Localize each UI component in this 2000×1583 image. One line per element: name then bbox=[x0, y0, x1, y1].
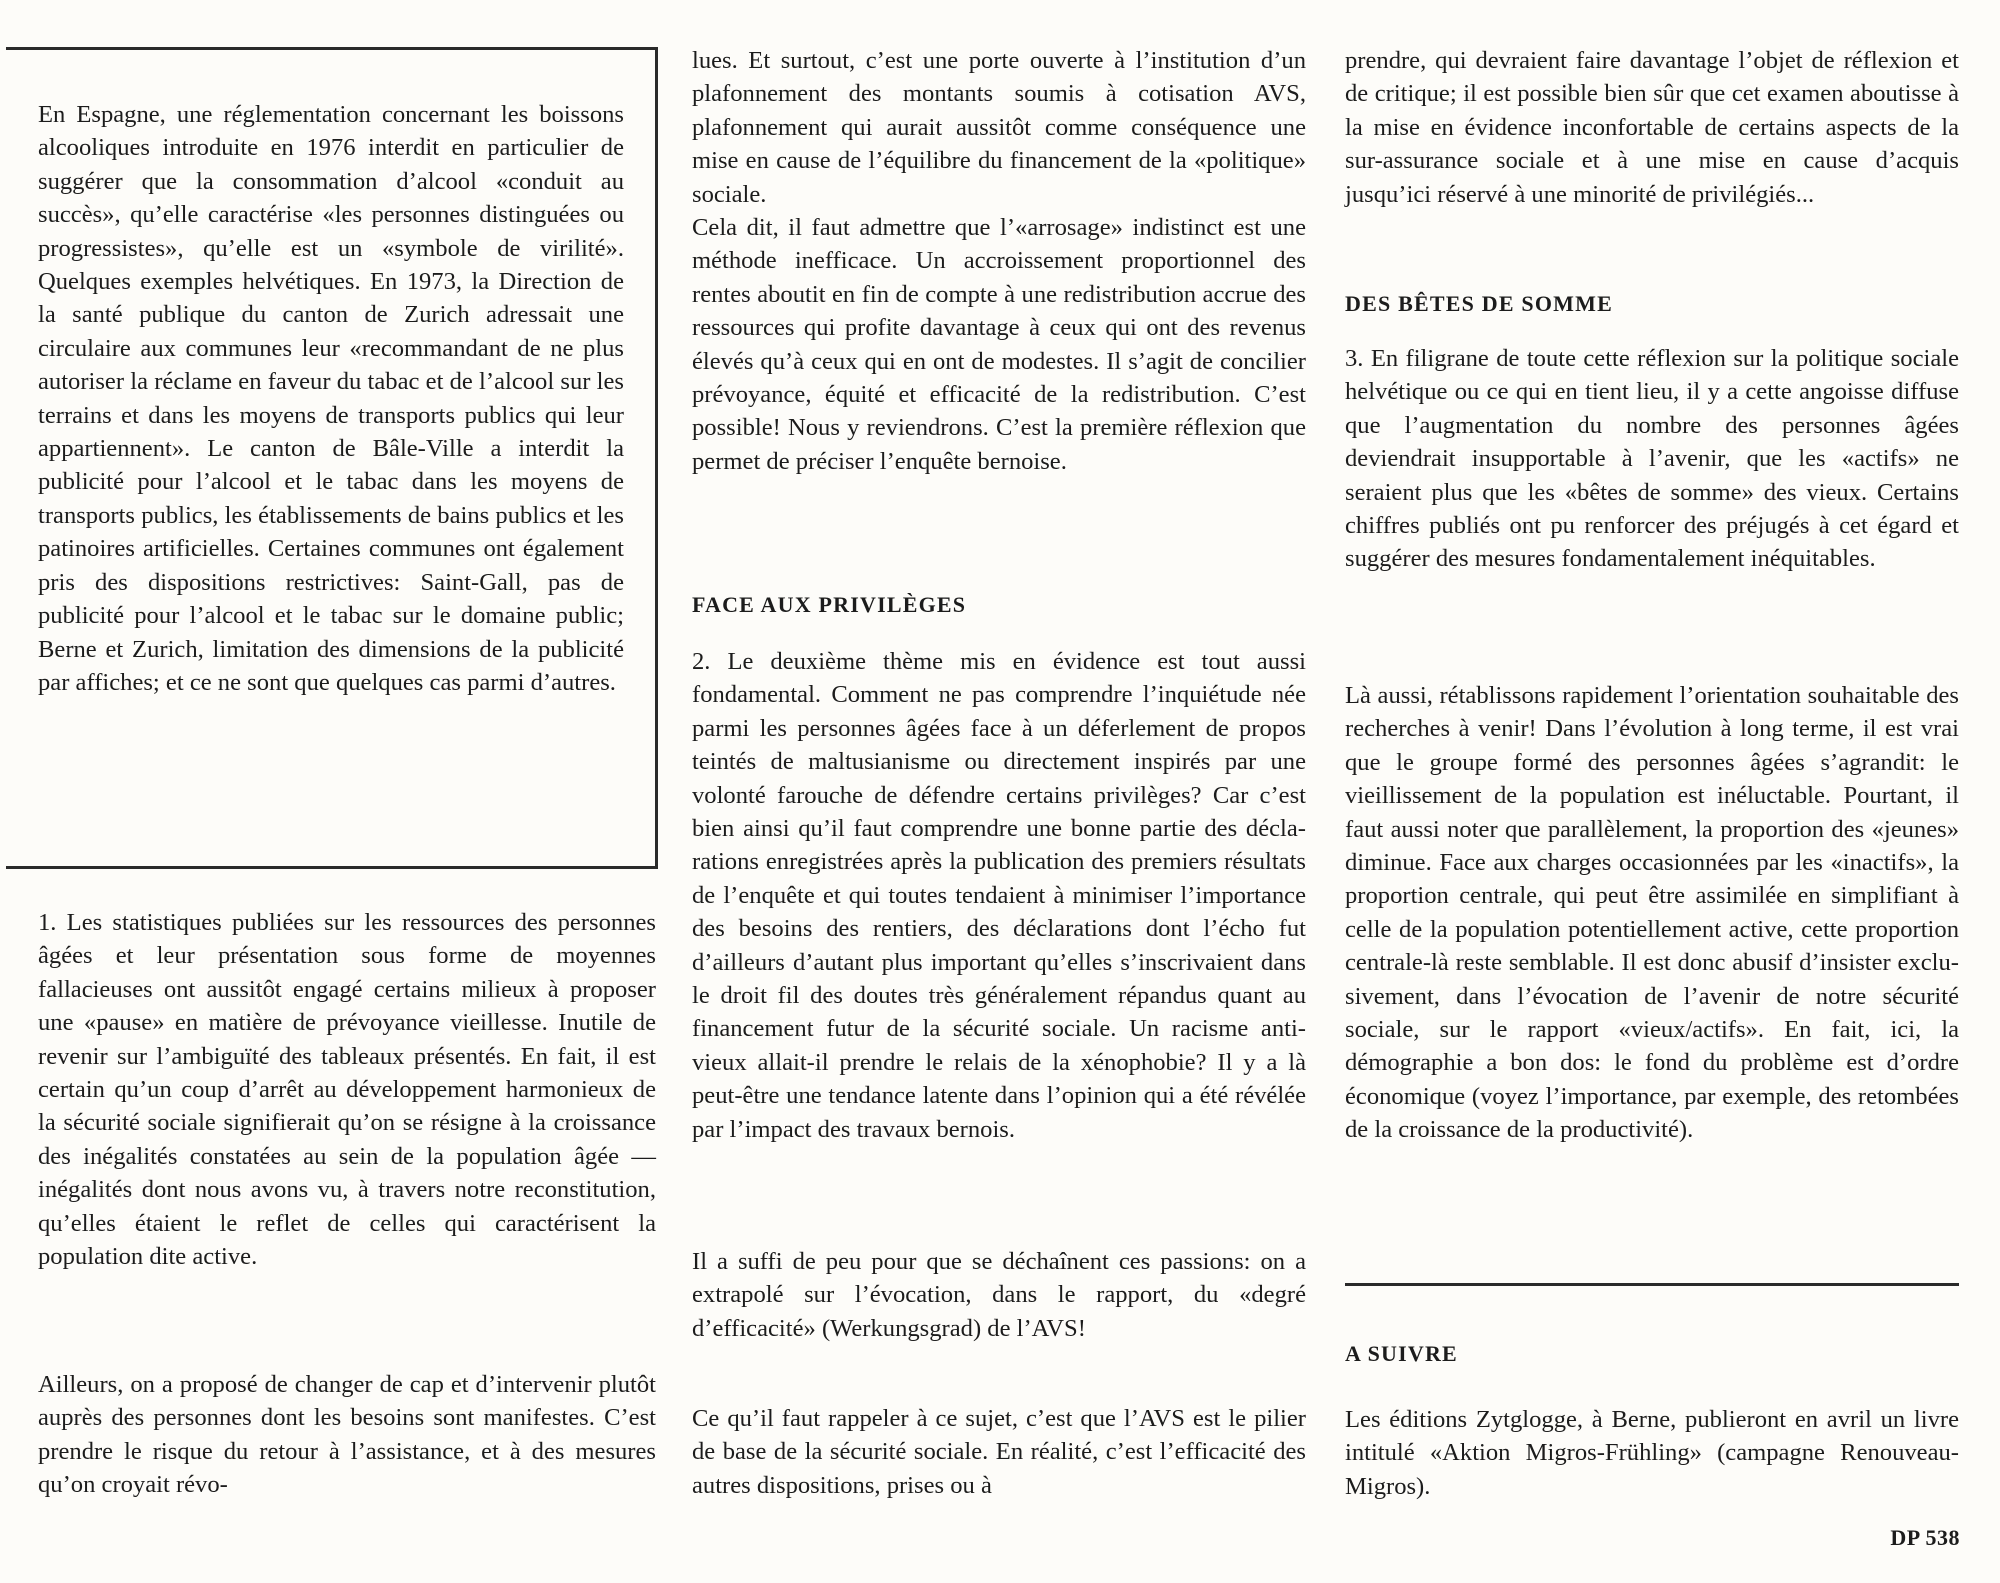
sidebar-box-text: En Espagne, une réglementation concernant les boissons alcooliques introduite en 1976 interdit en particulier de suggérer que la consommation d’alcool «conduit au succès», qu’elle caractérise «les personnes distinguées ou progressistes», qu’elle est un «symbole de virilité». Quelques exemples helvétiques. En 1973, la Direction de la santé publique du canton de Zurich adressait une circulaire aux communes leur «recommandant de ne plus autoriser la réclame en faveur du tabac et de l’alcool sur les terrains et dans les moyens de transports publics qui leur appartiennent». Le canton de Bâle-Ville a interdit la publicité pour l’alcool et le tabac dans les moyens de transports publics, les établissements de bains publics et les patinoires artificielles. Certaines communes ont également pris des dispositions restrictives: Saint-Gall, pas de publicité pour l’alcool et le tabac sur le domaine public; Berne et Zurich, limitation des dimensions de la publicité par affiches; et ce ne sont que quelques cas parmi d’autres. bbox=[38, 101, 624, 696]
column3-paragraph-1: prendre, qui devraient faire davantage l’objet de réflexion et de critique; il est possible bien sûr que cet examen aboutisse à la mise en évidence inconfortable de certains aspects de la sur-assurance sociale et à une mise en cause d’acquis jusqu’ici réservé à une minorité de privilégiés... bbox=[1345, 47, 1959, 208]
column2-paragraph-4: Il a suffi de peu pour que se déchaînent ces passions: on a extrapolé sur l’évocation, dans le rapport, du «degré d’efficacité» (Werkungsgrad) de l’AVS! bbox=[692, 1248, 1306, 1342]
section-heading-face-aux-privileges: FACE AUX PRIVILÈGES bbox=[692, 592, 967, 617]
column1-paragraph-1: 1. Les statistiques publiées sur les ressources des personnes âgées et leur présentation sous forme de moyennes fallacieuses ont aussitôt engagé certains milieux à proposer une «pause» en matière de prévoyance vieillesse. Inutile de revenir sur l’ambiguïté des tableaux présentés. En fait, il est certain qu’un coup d’arrêt au développement harmonieux de la sécurité sociale signifierait qu’on se résigne à la croissance des inégalités constatées au sein de la population âgée — inégalités dont nous avons vu, à travers notre reconstitution, qu’elles étaient le reflet de celles qui caractérisent la population dite active. bbox=[38, 909, 656, 1271]
column3-paragraph-3: Là aussi, rétablissons rapidement l’orientation souhaitable des recherches à venir! Dans l’évolution à long terme, il est vrai que le groupe formé des personnes âgées s’agrandit: le vieillissement de la population est inéluctable. Pourtant, il faut aussi noter que parallèlement, la proportion des «jeunes» diminue. Face aux charges occasionnées par les «inactifs», la proportion centrale, qui peut être assimilée en simplifiant à celle de la population potentiellement active, cette proportion centrale-là reste semblable. Il est donc abusif d’insister exclusivement, dans l’évocation de l’avenir de notre sécurité sociale, sur le rapport «vieux/actifs». En fait, ici, la démographie a bon dos: le fond du problème est d’ordre économique (voyez l’importance, par exemple, des retombées de la croissance de la productivité). bbox=[1345, 682, 1959, 1144]
section-heading-a-suivre: A SUIVRE bbox=[1345, 1341, 1458, 1366]
column3-paragraph-4: Les éditions Zytglogge, à Berne, publieront en avril un livre intitulé «Aktion Migros-Frühling» (campagne Renouveau-Migros). bbox=[1345, 1406, 1959, 1500]
column3-paragraph-2: 3. En filigrane de toute cette réflexion sur la politique sociale helvétique ou ce qui en tient lieu, il y a cette angoisse diffuse que l’augmentation du nombre des personnes âgées deviendrait insupportable à l’avenir, que les «actifs» ne seraient plus que les «bêtes de somme» des vieux. Certains chiffres publiés ont pu renforcer des préjugés à cet égard et suggérer des mesures fondamentalement inéquitables. bbox=[1345, 345, 1959, 573]
section-heading-des-betes-de-somme: DES BÊTES DE SOMME bbox=[1345, 291, 1613, 316]
column2-paragraph-2: Cela dit, il faut admettre que l’«arrosage» indistinct est une méthode inefficace. Un accroissement proportionnel des rentes aboutit en fin de compte à une redistribution accrue des ressources qui profite davantage à ceux qui ont des revenus élevés qu’à ceux qui en ont de modestes. Il s’agit de concilier prévoyance, équité et efficacité de la redistribution. C’est possible! Nous y reviendrons. C’est la première réflexion que permet de préciser l’enquête bernoise. bbox=[692, 214, 1306, 475]
page-reference: DP 538 bbox=[1890, 1525, 1960, 1550]
column1-paragraph-2: Ailleurs, on a proposé de changer de cap et d’intervenir plutôt auprès des personnes dont les besoins sont manifestes. C’est prendre le risque du retour à l’assistance, et à des mesures qu’on croyait révo- bbox=[38, 1371, 656, 1499]
sidebar-box bbox=[6, 47, 658, 869]
column2-paragraph-3: 2. Le deuxième thème mis en évidence est tout aussi fondamental. Comment ne pas comprendre l’inquiétude née parmi les personnes âgées face à un déferlement de propos teintés de maltusianisme ou directement inspirés par une volonté farouche de défendre certains privilèges? Car c’est bien ainsi qu’il faut comprendre une bonne partie des déclarations enregistrées après la publication des premiers résultats de l’enquête et qui toutes tendaient à minimiser l’importance des besoins des rentiers, des déclarations dont l’écho fut d’ailleurs d’autant plus important qu’elles s’inscrivaient dans le droit fil des doutes très généralement répandus quant au financement futur de la sécurité sociale. Un racisme anti-vieux allait-il prendre le relais de la xénophobie? Il y a là peut-être une tendance latente dans l’opinion qui a été révélée par l’impact des travaux bernois. bbox=[692, 648, 1306, 1143]
column2-paragraph-1: lues. Et surtout, c’est une porte ouverte à l’institution d’un plafonnement des montants soumis à cotisation AVS, plafonnement qui aurait aussitôt comme conséquence une mise en cause de l’équilibre du financement de la «politique» sociale. bbox=[692, 47, 1306, 208]
column2-paragraph-5: Ce qu’il faut rappeler à ce sujet, c’est que l’AVS est le pilier de base de la sécurité sociale. En réalité, c’est l’efficacité des autres dispositions, prises ou à bbox=[692, 1405, 1306, 1499]
section-divider bbox=[1345, 1283, 1959, 1286]
